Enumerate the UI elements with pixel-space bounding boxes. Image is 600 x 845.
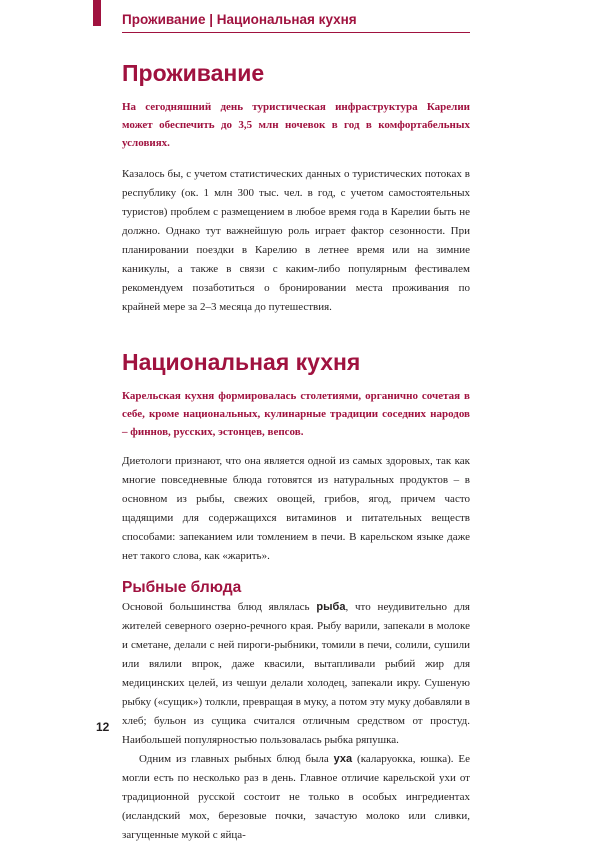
- fish-paragraph-2: [122, 750, 470, 845]
- lodging-body: Казалось бы, с учетом статистических данных о туристических потоках в республику (ок. 1 млн 300 тыс. чел. в год, с учетом самостоятельных туристов) проблем с размещением в любое время года в Карелии быть не должно. Однако тут важнейшую роль играет фактор сезонности. При планировании поездки в Карелию в летнее время или на зимние каникулы, а также в связи с каким-либо популярным фестивалем рекомендуем позаботиться о бронировании места проживания по крайней мере за 2–3 месяца до путешествия.: [122, 168, 470, 313]
- fish-paragraph-1: [122, 598, 470, 750]
- cuisine-body: Диетологи признают, что она является одной из самых здоровых, так как многие повседневные блюда готовятся из натуральных продуктов – в основном из рыбы, свежих овощей, грибов, ягод, причем часто щадящими для содержащихся витаминов и питательных веществ способами: запеканием или томлением в печи. В карельском языке даже нет такого слова, как «жарить».: [122, 455, 470, 562]
- lodging-heading: Проживание: [122, 60, 265, 86]
- page-number: 12: [96, 720, 110, 734]
- fish-p2-text-start: Одним из главных рыбных блюд была: [139, 753, 334, 765]
- header-rule: [122, 32, 470, 33]
- cuisine-heading: Национальная кухня: [122, 349, 361, 375]
- cuisine-lead: Карельская кухня формировалась столетиями, органично сочетая в себе, кроме национальных, кулинарные традиции соседних народов – финнов, русских, эстонцев, вепсов.: [122, 390, 470, 438]
- fish-p1-text-start: Основой большинства блюд являлась: [122, 601, 317, 613]
- fish-heading: Рыбные блюда: [122, 579, 242, 596]
- header-accent-bar: [93, 0, 101, 26]
- running-header: Проживание | Национальная кухня: [122, 12, 357, 27]
- fish-term-ryba: рыба: [316, 601, 346, 613]
- page-content: [122, 58, 470, 845]
- fish-p1-text-end: , что неудивительно для жителей северного озерно-речного края. Рыбу варили, запекали в молоке и сметане, делали с ней пироги-рыбники, томили в печи, солили, сушили или вялили впрок, даже квасили, вытапливали рыбий жир для медицинских целей, из чешуи делали холодец, запекали икру. Сушеную рыбку («сущик») толкли, превращая в муку, а потом эту муку добавляли в хлеб; бульон из сущика считался отличным средством от простуд. Наибольшей популярностью пользовалась рыбка ряпушка.: [122, 601, 470, 746]
- fish-p2-text-end: (каларуокка, юшка). Ее могли есть по несколько раз в день. Главное отличие карельской ухи от традиционной русской состоит не только в особых ингредиентах (исландский мох, березовые почки, зачастую молоко или сливки, загущенные мукой с яйца-: [122, 753, 470, 841]
- lodging-lead: На сегодняшний день туристическая инфраструктура Карелии может обеспечить до 3,5 млн ночевок в год в комфортабельных условиях.: [122, 101, 470, 149]
- fish-term-ukha: уха: [333, 753, 353, 765]
